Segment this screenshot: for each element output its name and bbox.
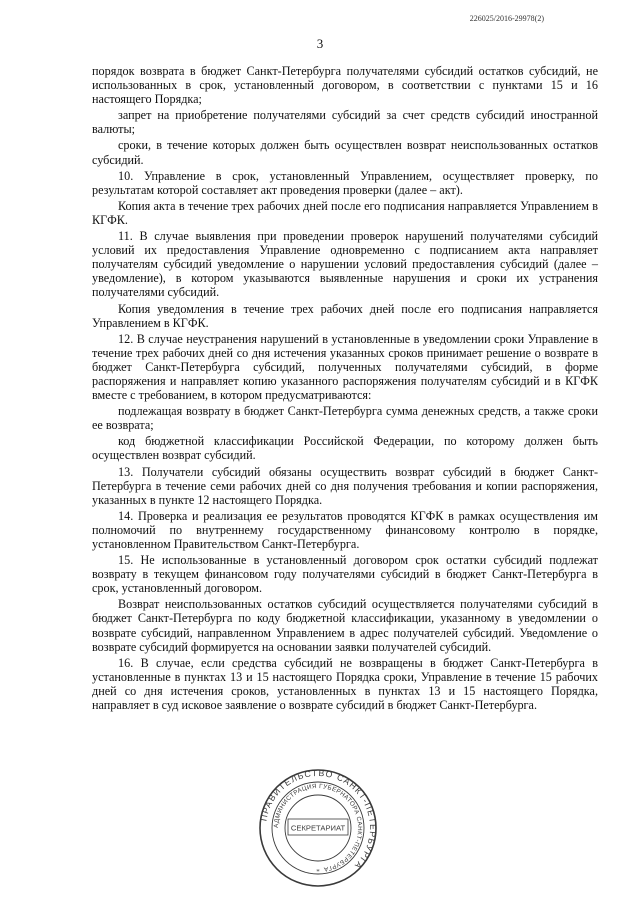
paragraph: 13. Получатели субсидий обязаны осуществить возврат субсидий в бюджет Санкт-Петербурга в течение семи рабочих дней со дня получения требования и копии распоряжения, указанных в пункте 12 настоящего Порядка.	[92, 464, 598, 507]
document-number: 226025/2016-29978(2)	[469, 14, 544, 23]
paragraph: код бюджетной классификации Российской Федерации, по которому должен быть осуществлен возврат субсидий.	[92, 434, 598, 463]
paragraph: сроки, в течение которых должен быть осуществлен возврат неиспользованных остатков субсидий.	[92, 138, 598, 167]
paragraph: порядок возврата в бюджет Санкт-Петербурга получателями субсидий остатков субсидий, не использованных в срок, установленный договором, в соответствии с пунктами 15 и 16 настоящего Порядка;	[92, 64, 598, 107]
seal-center-text: СЕКРЕТАРИАТ	[290, 823, 346, 833]
document-body	[92, 64, 598, 714]
seal-outer-text: ПРАВИТЕЛЬСТВО САНКТ-ПЕТЕРБУРГА	[258, 768, 378, 872]
paragraph: 11. В случае выявления при проведении проверок нарушений получателями субсидий условий их предоставления Управление одновременно с подписанием акта направляет получателям субсидий уведомление о нарушении условий предоставления субсидий (далее – уведомление), в котором указываются выявленные нарушения и сроки их устранения получателями субсидий.	[92, 229, 598, 300]
paragraph: Копия акта в течение трех рабочих дней после его подписания направляется Управлением в КГФК.	[92, 198, 598, 227]
paragraph: 12. В случае неустранения нарушений в установленные в уведомлении сроки Управление в течение трех рабочих дней со дня истечения указанных сроков принимает решение о возврате в бюджет Санкт-Петербурга субсидий, полученных получателями субсидий, в форме распоряжения и направляет копию указанного распоряжения получателям субсидий и в КГФК вместе с требованием, в котором предусматриваются:	[92, 331, 598, 403]
paragraph: 10. Управление в срок, установленный Управлением, осуществляет проверку, по результатам которой составляет акт проведения проверки (далее – акт).	[92, 168, 598, 197]
paragraph: Возврат неиспользованных остатков субсидий осуществляется получателями субсидий в бюджет Санкт-Петербурга по коду бюджетной классификации, указанному в уведомлении о возврате субсидий, направленном Управлением в адрес получателей субсидий. Уведомление о возврате субсидий формируется на основании заявки получателей субсидий.	[92, 597, 598, 654]
seal-inner-text: АДМИНИСТРАЦИЯ ГУБЕРНАТОРА САНКТ-ПЕТЕРБУРГА	[272, 782, 364, 873]
paragraph: 15. Не использованные в установленный договором срок остатки субсидий подлежат возврату в текущем финансовом году получателями субсидий в бюджет Санкт-Петербурга в срок, установленный договором.	[92, 553, 598, 596]
paragraph: запрет на приобретение получателями субсидий за счет средств субсидий иностранной валюты;	[92, 108, 598, 137]
paragraph: 16. В случае, если средства субсидий не возвращены в бюджет Санкт-Петербурга в установленные в пунктах 13 и 15 настоящего Порядка сроки, Управление в течение 15 рабочих дней со дня истечения сроков, установленных в пунктах 13 и 15 настоящего Порядка, направляет в суд исковое заявление о возврате субсидий в бюджет Санкт-Петербурга.	[92, 655, 598, 713]
seal-star-icon: *	[316, 868, 320, 876]
page-number: 3	[316, 36, 324, 51]
official-seal-stamp	[258, 768, 378, 888]
paragraph: подлежащая возврату в бюджет Санкт-Петербурга сумма денежных средств, а также сроки ее возврата;	[92, 404, 598, 433]
paragraph: Копия уведомления в течение трех рабочих дней после его подписания направляется Управлением в КГФК.	[92, 301, 598, 330]
paragraph: 14. Проверка и реализация ее результатов проводятся КГФК в рамках осуществления им полномочий по внутреннему государственному финансовому контролю в порядке, установленном Правительством Санкт-Петербурга.	[92, 508, 598, 551]
